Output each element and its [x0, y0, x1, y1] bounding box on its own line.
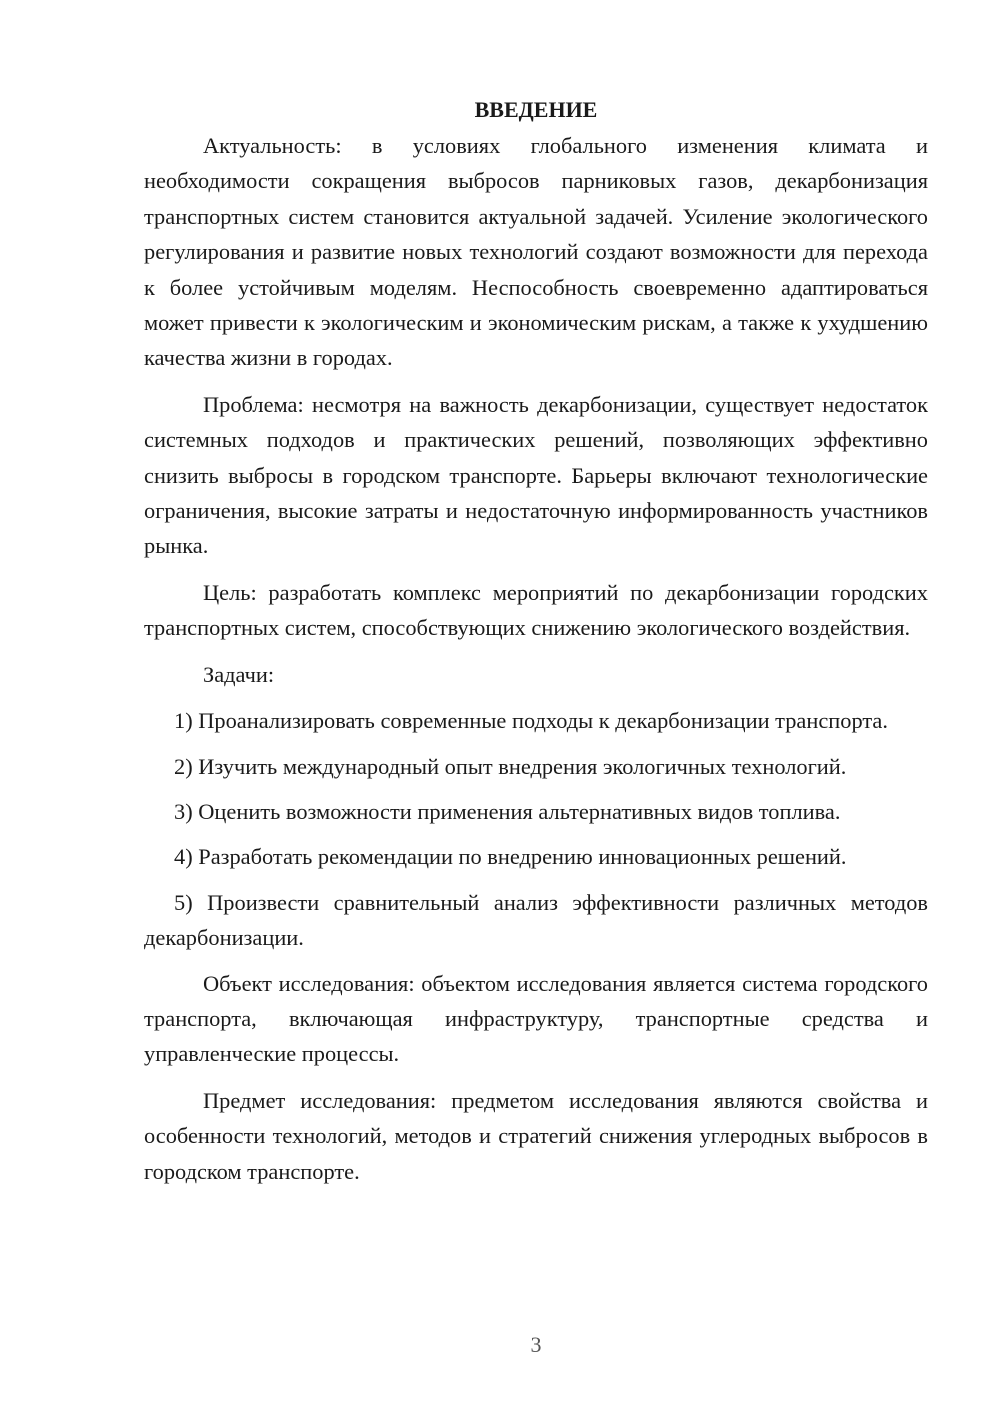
paragraph-problem: Проблема: несмотря на важность декарбонизации, существует недостаток системных подходов и практических решений, позволяющих эффективно снизить выбросы в городском транспорте. Барьеры включают технологические ограничения, высокие затраты и недостаточную информированность участников рынка.: [144, 391, 928, 559]
paragraph-subject: Предмет исследования: предметом исследования являются свойства и особенности технологий, методов и стратегий снижения углеродных выбросов в городском транспорте.: [144, 1087, 928, 1184]
page-number: 3: [530, 1332, 542, 1357]
document-page: [144, 92, 928, 1200]
task-item-2: 2) Изучить международный опыт внедрения экологичных технологий.: [174, 753, 847, 779]
paragraph-goal: Цель: разработать комплекс мероприятий по декарбонизации городских транспортных систем, способствующих снижению экологического воздействия.: [144, 579, 928, 641]
task-item-4: 4) Разработать рекомендации по внедрению инновационных решений.: [174, 844, 847, 870]
tasks-heading: Задачи:: [203, 661, 275, 687]
task-item-5: 5) Произвести сравнительный анализ эффективности различных методов декарбонизации.: [144, 889, 928, 951]
paragraph-object: Объект исследования: объектом исследования является система городского транспорта, включающая инфраструктуру, транспортные средства и управленческие процессы.: [144, 970, 928, 1067]
paragraph-relevance: Актуальность: в условиях глобального изменения климата и необходимости сокращения выбросов парниковых газов, декарбонизация транспортных систем становится актуальной задачей. Усиление экологического регулирования и развитие новых технологий создают возможности для перехода к более устойчивым моделям. Неспособность своевременно адаптироваться может привести к экологическим и экономическим рискам, а также к ухудшению качества жизни в городах.: [144, 133, 928, 371]
task-item-1: 1) Проанализировать современные подходы к декарбонизации транспорта.: [174, 708, 888, 734]
section-title: ВВЕДЕНИЕ: [474, 97, 598, 122]
task-item-3: 3) Оценить возможности применения альтернативных видов топлива.: [174, 798, 841, 824]
